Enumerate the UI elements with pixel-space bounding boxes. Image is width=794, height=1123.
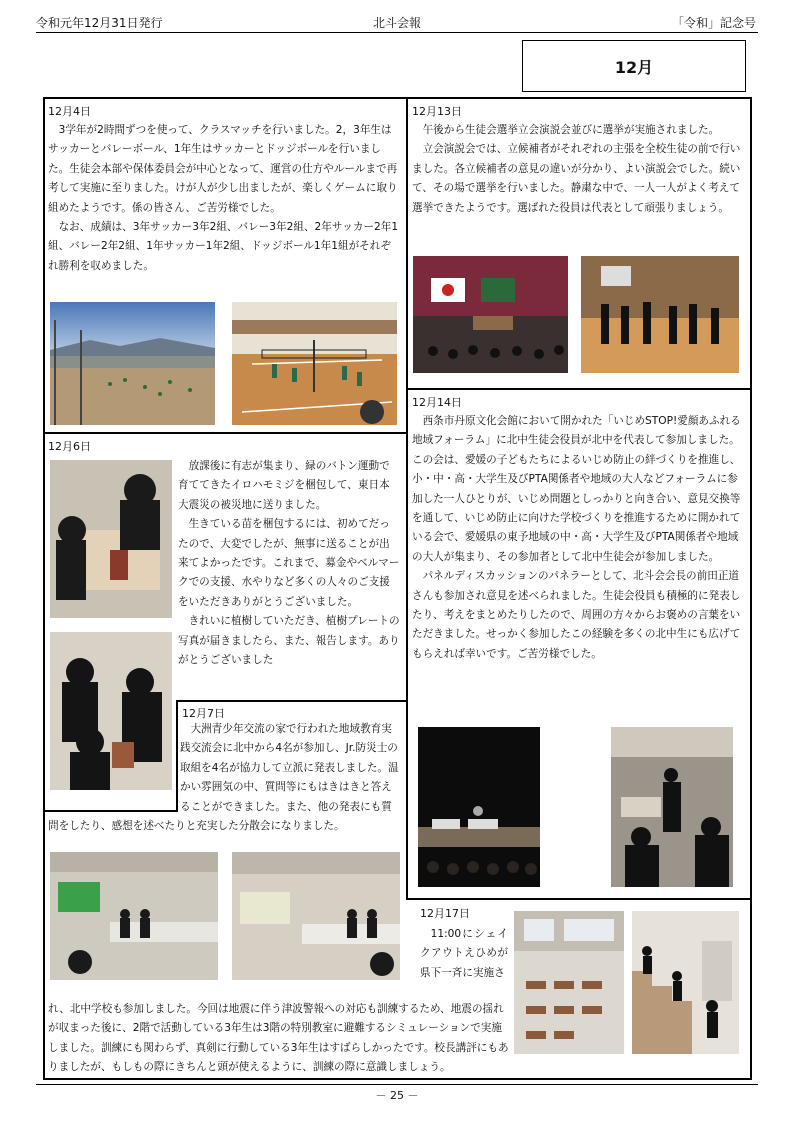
paragraph: 3学年が2時間ずつを使って、クラスマッチを行いました。2，3年生はサッカーとバレーボール、1年生はサッカーとドッジボールを行いました。生徒会本部や保体委員会が中心となって、運営の仕方やルールまで再考して実施に至りました。けが人が少し出ましたが、楽しくゲームに取り組めたようです。係の皆さん、ご苦労様でした。 (48, 124, 398, 214)
paragraph: 西条市丹原文化会館において開かれた「いじめSTOP!愛顔あふれる地域フォーラム」に北中生徒会役員が北中を代表して参加しました。この会は、愛媛の子どもたちによるいじめ防止の絆づくりを推進し、小・中・高・大学生及びPTA関係者や地域の大人などフォーラムに参加した一人ひとりが、いじめ問題としっかりと向き合い、意見交換等を通して、いじめ防止に向けた学校づくりを推進するために開かれている会で、愛媛県の東予地域の中・高・大学生及びPTA関係者や地域の大人が集まり、その参加者として北中生徒会が参加しました。 (412, 415, 741, 563)
divider-dec4 (43, 432, 406, 434)
divider-dec13 (406, 388, 752, 390)
photo-election-voting (581, 256, 739, 373)
article-dec13 (412, 121, 746, 218)
article-dec14 (412, 412, 746, 664)
article-dec7 (48, 720, 400, 836)
article-date-dec6: 12月6日 (48, 440, 91, 453)
photo-field-soccer (50, 302, 215, 425)
photo-gym-volleyball (232, 302, 397, 425)
paragraph: 大洲青少年交流の家で行われた地域教育実践交流会に北中から4名が参加し、Jr.防災士の取組を4名が協力して立派に発表しました。温かい雰囲気の中、質問等にもはきはきと答えることができました。また、他の発表にも質問をしたり、感想を述べたりと充実した分散会になりました。 (48, 723, 399, 833)
paragraph: 立会演説会では、立候補者がそれぞれの主張を全校生徒の前で行いました。各立候補者の意見の違いが分かり、よい演説会でした。続いて、その場で選挙を行いました。静粛な中で、一人一人がよく考えて選挙できたようです。選ばれた役員は代表として頑張りましょう。 (412, 143, 741, 214)
article-dec4 (48, 121, 400, 276)
article-date-dec14: 12月14日 (412, 396, 462, 409)
paragraph: 生きている苗を梱包するには、初めてだったので、大変でしたが、無事に送ることが出来てよかったです。これまで、募金やベルマークでの支援、水やりなど多くの人々のご支援をいただきありがとうございました。 (178, 518, 400, 608)
newsletter-title: 北斗会報 (372, 16, 421, 30)
photo-packing-seedlings (50, 460, 172, 618)
article-date-dec17: 12月17日 (420, 907, 470, 920)
article-date-dec13: 12月13日 (412, 105, 462, 118)
month-label: 12月 (522, 40, 746, 92)
photo-empty-classroom (514, 911, 624, 1054)
paragraph: 放課後に有志が集まり、緑のバトン運動で育ててきたイロハモミジを梱包して、東日本大震災の被災地に送りました。 (178, 460, 390, 511)
article-dec17 (48, 1000, 510, 1078)
article-date-dec4: 12月4日 (48, 105, 91, 118)
photo-forum-panel (418, 727, 540, 887)
photo-forum-students (611, 727, 733, 887)
photo-presentation-1 (50, 852, 218, 980)
paragraph: きれいに植樹していただき、植樹プレートの写真が届きましたら、また、報告します。ありがとうございました (178, 615, 400, 667)
divider-dec17 (406, 898, 752, 900)
article-dec17-lead (420, 925, 508, 983)
header-rule (36, 32, 758, 33)
footer-rule (36, 1084, 758, 1085)
photo-election-stage (413, 256, 568, 373)
article-dec6 (178, 457, 400, 670)
issue-date: 令和元年12月31日発行 (36, 16, 163, 30)
paragraph: なお、成績は、3年サッカー3年2組、バレー3年2組、2年サッカー2年1組、バレー2年2組、1年サッカー1年2組、ドッジボール1年1組がそれぞれ勝利を収めました。 (48, 221, 399, 272)
page-number: － 25 － (375, 1089, 419, 1102)
paragraph: 午後から生徒会選挙立会演説会並びに選挙が実施されました。 (422, 124, 720, 136)
photo-presentation-2 (232, 852, 400, 980)
paragraph: 11:00にシェイクアウトえひめが県下一斉に実施さ (420, 928, 508, 979)
photo-wrap-spacer (48, 720, 180, 812)
article-date-dec7: 12月7日 (182, 707, 225, 720)
column-divider (406, 97, 408, 900)
paragraph: れ、北中学校も参加しました。今回は地震に伴う津波警報への対応も訓練するため、地震の揺れが収まった後に、2階で活動している3年生は3階の特別教室に避難するシミュレーションで実施しました。訓練にも関わらず、真剣に行動している3年生はすばらしかったです。校長講評にもありましたが、もしもの際にきちんと頭が使えるように、訓練の際に意識しましょう。 (48, 1003, 509, 1074)
paragraph: パネルディスカッションのパネラーとして、北斗会会長の前田正道さんも参加され意見を述べられました。生徒会役員も積極的に発表したり、考えをまとめたりしたので、周囲の方々からお褒めの言葉をいただきました。せっかく参加したこの経験を多くの北中生にも広げてもらえれば幸いです。ご苦労様でした。 (412, 570, 741, 660)
photo-evacuation-stairs (632, 911, 739, 1054)
issue-name: 「令和」記念号 (671, 16, 756, 30)
